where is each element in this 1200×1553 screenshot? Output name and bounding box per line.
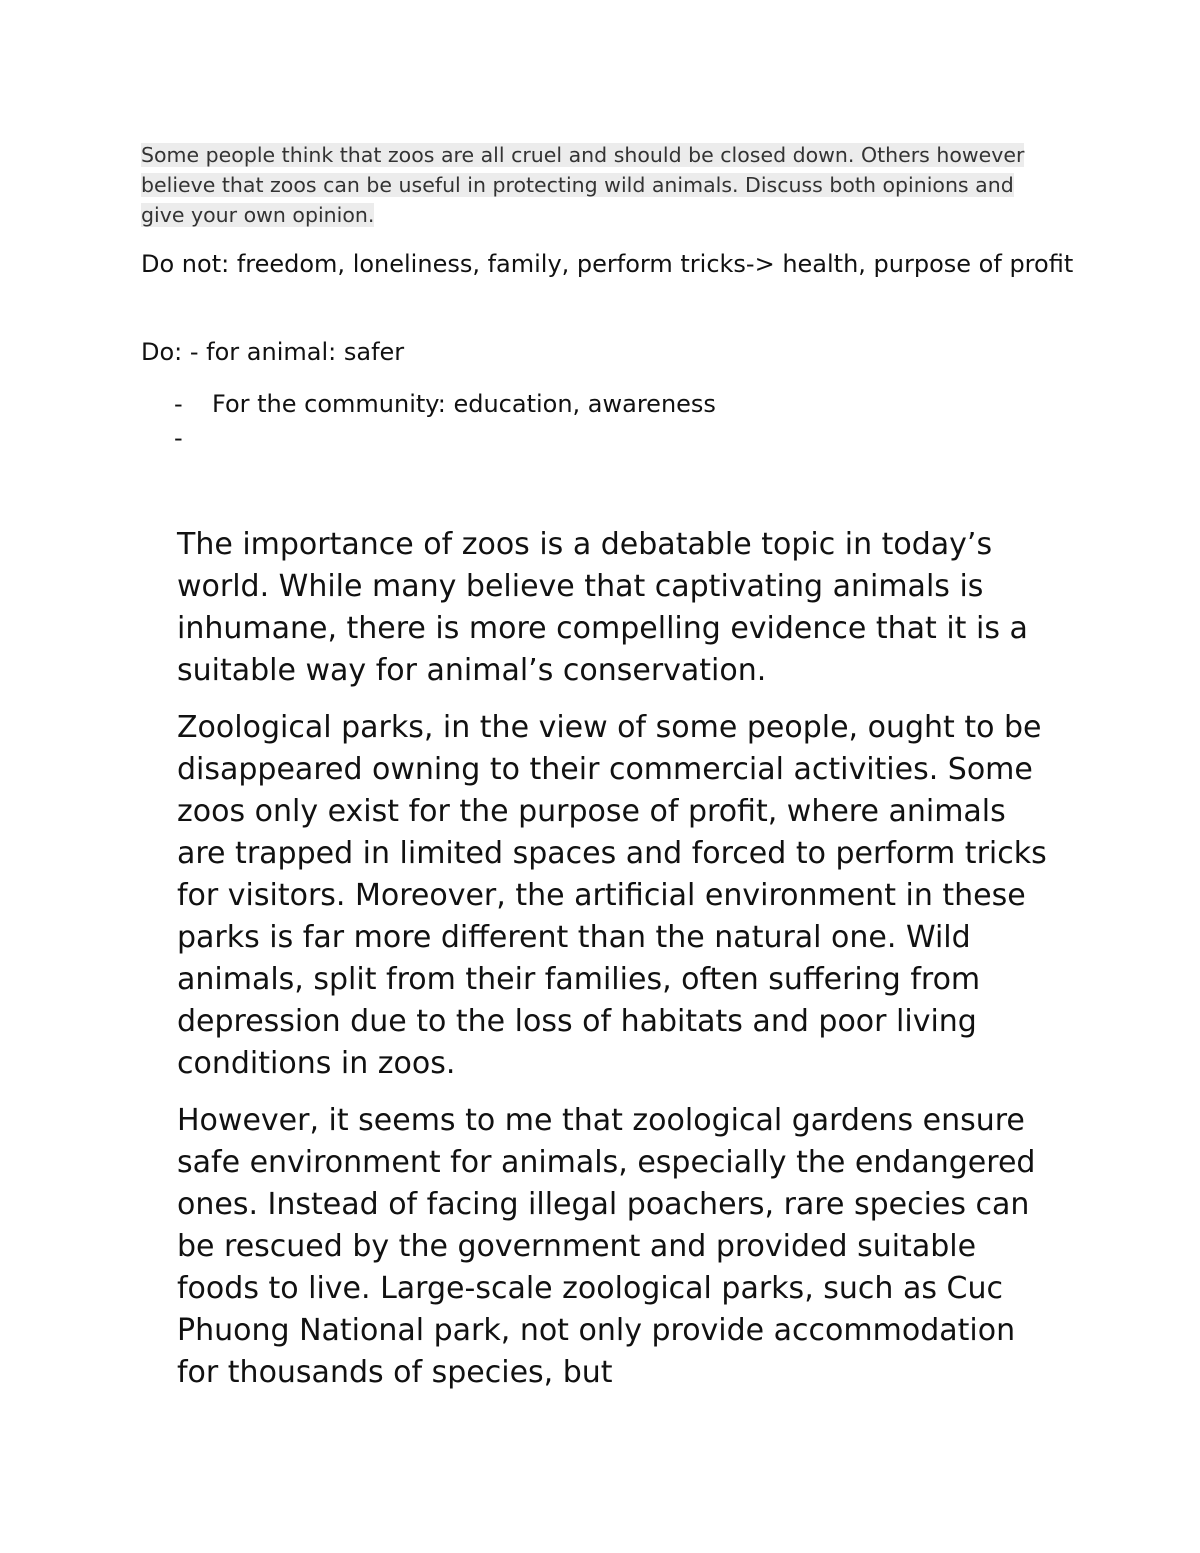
essay-prompt [141, 140, 1061, 230]
list-item [174, 421, 716, 455]
bullet-dash: - [174, 424, 183, 452]
bullet-text: For the community: education, awareness [212, 390, 716, 418]
bullet-dash: - [174, 390, 183, 418]
notes-do-not: Do not: freedom, loneliness, family, perform tricks-> health, purpose of profit [141, 250, 1074, 278]
notes-do: Do: - for animal: safer [141, 338, 405, 366]
essay-paragraph-body-1: Zoological parks, in the view of some people, ought to be disappeared owning to their commercial activities. Some zoos only exist for the purpose of profit, where animals are trapped in limited spaces and forced to perform tricks for visitors. Moreover, the artificial environment in these parks is far more different than the natural one. Wild animals, split from their families, often suffering from depression due to the loss of habitats and poor living conditions in zoos. [177, 710, 1047, 1081]
notes-bullet-list [174, 387, 716, 455]
essay-paragraph-body-2: However, it seems to me that zoological gardens ensure safe environment for animals, especially the endangered ones. Instead of facing illegal poachers, rare species can be rescued by the government and provided suitable foods to live. Large-scale zoological parks, such as Cuc Phuong National park, not only provide accommodation for thousands of species, but [177, 1103, 1036, 1390]
list-item [174, 387, 716, 421]
essay-prompt-text: Some people think that zoos are all cruel and should be closed down. Others however believe that zoos can be useful in protecting wild animals. Discuss both opinions and give your own opinion. [141, 143, 1025, 227]
essay-paragraph-introduction: The importance of zoos is a debatable topic in today’s world. While many believe that captivating animals is inhumane, there is more compelling evidence that it is a suitable way for animal’s conservation. [177, 527, 1028, 688]
